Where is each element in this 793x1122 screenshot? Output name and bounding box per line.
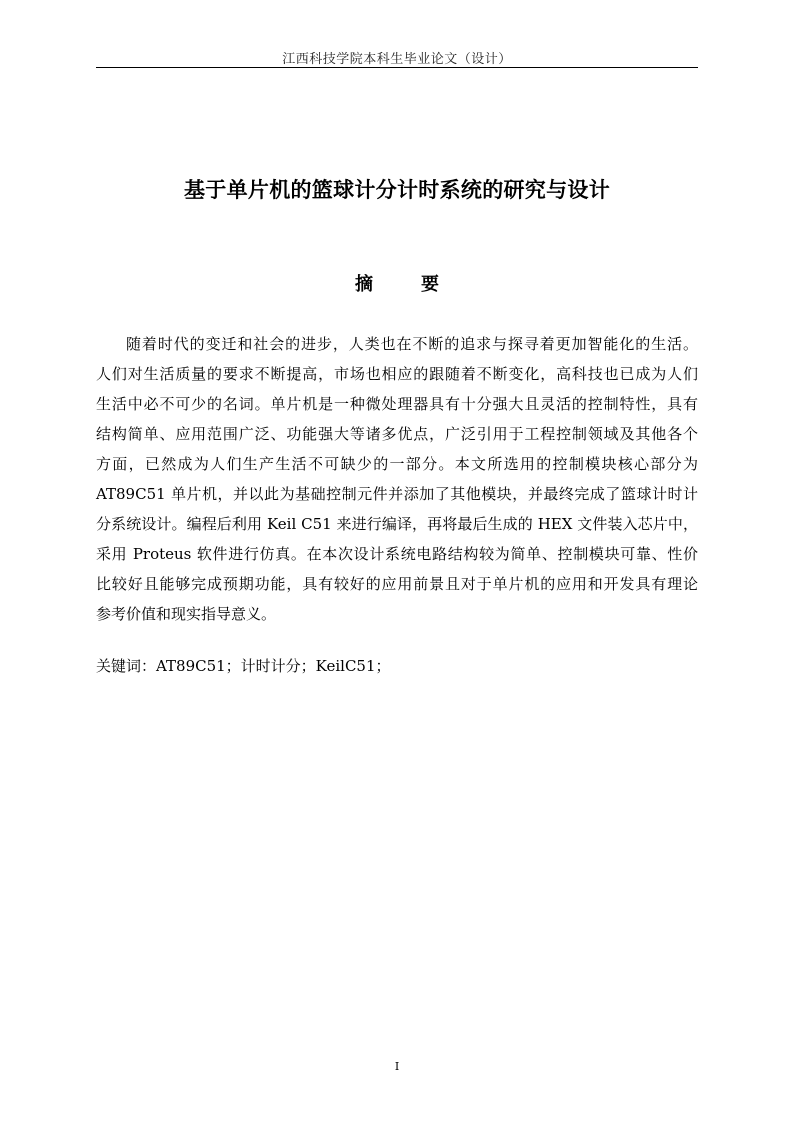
abstract-line: 采用 Proteus 软件进行仿真。在本次设计系统电路结构较为简单、控制模块可靠、性价	[96, 545, 698, 563]
abstract-line: 方面，已然成为人们生产生活不可缺少的一部分。本文所选用的控制模块核心部分为	[96, 455, 698, 473]
abstract-line: 分系统设计。编程后利用 Keil C51 来进行编译，再将最后生成的 HEX 文件装入芯片中，	[96, 515, 698, 533]
page-number: I	[394, 1060, 400, 1073]
abstract-line: AT89C51 单片机，并以此为基础控制元件并添加了其他模块，并最终完成了篮球计时计	[96, 485, 698, 503]
abstract-line: 参考价值和现实指导意义。	[96, 605, 277, 623]
abstract-line: 比较好且能够完成预期功能，具有较好的应用前景且对于单片机的应用和开发具有理论	[96, 575, 698, 593]
running-header: 江西科技学院本科生毕业论文（设计）	[282, 52, 512, 67]
abstract-line: 随着时代的变迁和社会的进步，人类也在不断的追求与探寻着更加智能化的生活。	[126, 335, 698, 353]
keywords	[96, 652, 698, 680]
abstract-heading-char-2: 要	[421, 274, 439, 295]
header-rule	[96, 67, 698, 68]
abstract-heading-char-1: 摘	[355, 274, 373, 295]
thesis-title: 基于单片机的篮球计分计时系统的研究与设计	[184, 178, 610, 202]
abstract-line: 人们对生活质量的要求不断提高，市场也相应的跟随着不断变化，高科技也已成为人们	[96, 365, 698, 383]
abstract-line: 结构简单、应用范围广泛、功能强大等诸多优点，广泛引用于工程控制领域及其他各个	[96, 425, 698, 443]
abstract-body	[96, 329, 698, 629]
abstract-line: 生活中必不可少的名词。单片机是一种微处理器具有十分强大且灵活的控制特性，具有	[96, 395, 698, 413]
abstract-heading	[96, 270, 698, 296]
keywords-value: AT89C51；计时计分；KeilC51；	[156, 657, 391, 675]
keywords-label: 关键词：	[96, 657, 157, 675]
